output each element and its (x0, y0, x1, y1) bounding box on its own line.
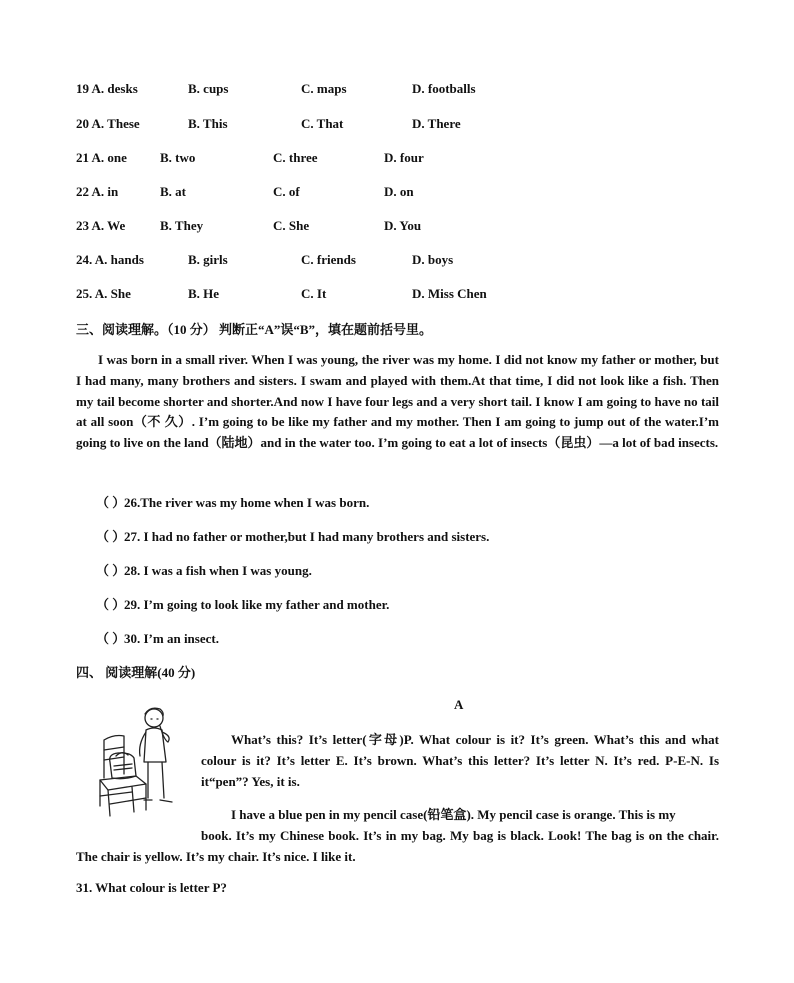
choice-d: D. boys (412, 252, 454, 267)
paragraph-2-continuation: book. It’s my Chinese book. It’s in my bag. My bag is black. Look! The bag is on the chair. The chair is yellow. It’s my chair. It’s nice. I like it. (76, 828, 719, 864)
choice-b: B. at (160, 184, 186, 199)
choice-c: C. She (273, 218, 310, 233)
choice-c: C. That (301, 116, 344, 131)
passage-a-paragraph-1: What’s this? It’s letter(字母)P. What colour is it? It’s green. What’s this and what colour is it? It’s letter E. It’s brown. What’s this letter? It’s letter N. It’s red. P-E-N. Is it“pen”? Yes, it is. (201, 732, 719, 789)
true-false-item-30 (96, 628, 219, 647)
answer-blank[interactable]: （ ） (96, 495, 126, 510)
passage-title: A (454, 697, 464, 712)
true-false-item-27 (96, 526, 489, 545)
choice-b: B. cups (188, 81, 229, 96)
choice-b: B. This (188, 116, 228, 131)
choice-d: D. You (384, 218, 422, 233)
choice-b: B. He (188, 286, 220, 301)
choice-a: 25. A. She (76, 286, 131, 301)
choice-b: B. girls (188, 252, 228, 267)
statement: 29. I’m going to look like my father and mother. (124, 597, 390, 612)
choice-d: D. on (384, 184, 414, 199)
answer-blank[interactable]: （ ） (96, 563, 126, 578)
choice-d: D. four (384, 150, 424, 165)
passage-a-paragraph-2-rest (76, 825, 719, 867)
choice-a: 21 A. one (76, 150, 127, 165)
statement: 27. I had no father or mother,but I had many brothers and sisters. (124, 529, 490, 544)
choice-a: 23 A. We (76, 218, 126, 233)
section-3-passage: I was born in a small river. When I was young, the river was my home. I did not know my father or mother, but I had many, many brothers and sisters. I swam and played with them.At that time, I did not look like a fish. Then my tail become shorter and shorter.And now I have four legs and a very short tail. I know I am going to have no tail at all soon（不 久）. I’m going to be like my father and my mother. Then I am going to jump out of the water.I’m going to live on the land（陆地）and in the water too. I’m going to eat a lot of insects（昆虫）—a lot of bad insects. (76, 352, 719, 451)
choice-d: D. footballs (412, 81, 476, 96)
answer-blank[interactable]: （ ） (96, 529, 126, 544)
choice-c: C. maps (301, 81, 347, 96)
answer-blank[interactable]: （ ） (96, 597, 126, 612)
choice-c: C. friends (301, 252, 356, 267)
statement: 26.The river was my home when I was born. (124, 495, 370, 510)
true-false-item-28 (96, 560, 312, 579)
choice-c: C. of (273, 184, 300, 199)
true-false-item-29 (96, 594, 389, 613)
question-31: 31. What colour is letter P? (76, 880, 227, 895)
choice-b: B. They (160, 218, 204, 233)
choice-d: D. Miss Chen (412, 286, 487, 301)
choice-b: B. two (160, 150, 196, 165)
choice-a: 24. A. hands (76, 252, 144, 267)
answer-blank[interactable]: （ ） (96, 631, 126, 646)
section-3-heading: 三、阅读理解。（10 分） 判断正“A”误“B”，填在题前括号里。 (76, 322, 433, 337)
choice-a: 20 A. These (76, 116, 140, 131)
statement: 28. I was a fish when I was young. (124, 563, 312, 578)
choice-a: 22 A. in (76, 184, 119, 199)
choice-c: C. three (273, 150, 318, 165)
passage-a-paragraph-2-lead: I have a blue pen in my pencil case(铅笔盒). My pencil case is orange. This is my (231, 807, 676, 822)
section-4-heading: 四、 阅读理解(40 分) (76, 665, 196, 680)
choice-a: 19 A. desks (76, 81, 138, 96)
true-false-item-26 (96, 492, 369, 511)
choice-d: D. There (412, 116, 461, 131)
boy-with-chair-illustration (92, 700, 187, 820)
statement: 30. I’m an insect. (124, 631, 219, 646)
choice-c: C. It (301, 286, 327, 301)
